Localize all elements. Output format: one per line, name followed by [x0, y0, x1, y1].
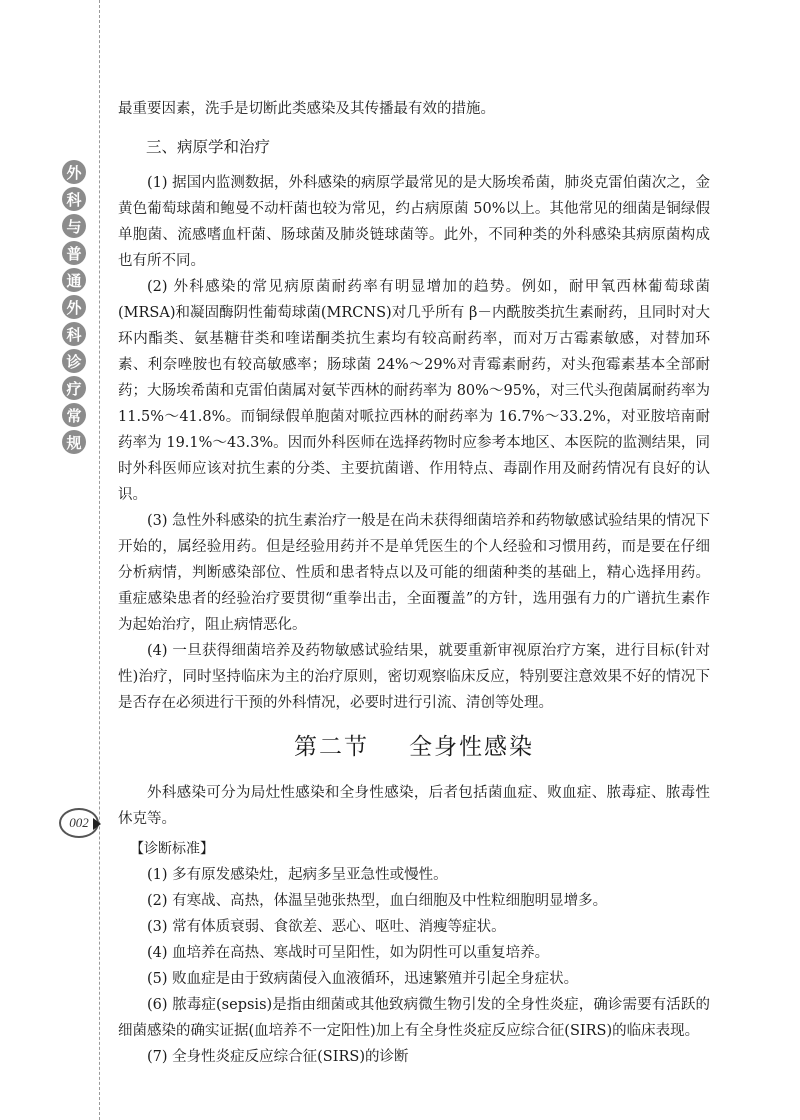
diagnosis-criteria-heading: 【诊断标准】 — [130, 841, 214, 857]
page-number-pointer-icon — [93, 818, 101, 830]
side-tab-char: 普 — [62, 241, 86, 265]
treatment-paragraph: (2) 外科感染的常见病原菌耐药率有明显增加的趋势。例如，耐甲氧西林葡萄球菌(MRSA)和凝固酶阴性葡萄球菌(MRCNS)对几乎所有 β－内酰胺类抗生素耐药，且同时对大环内酯类、氨基糖苷类和喹诺酮类抗生素均有较高耐药率，而对万古霉素敏感，对替加环素、利奈唑胺也有较高敏感率；肠球菌 24%～29%对青霉素耐药，对头孢霉素基本全部耐药；大肠埃希菌和克雷伯菌属对氨苄西林的耐药率为 80%～95%，对三代头孢菌属耐药率为 11.5%～41.8%。而铜绿假单胞菌对哌拉西林的耐药率为 16.7%～33.2%，对亚胺培南耐药率为 19.1%～43.3%。因而外科医师在选择药物时应参考本地区、本医院的监测结果，同时外科医师应该对抗生素的分类、主要抗菌谱、作用特点、毒副作用及耐药情况有良好的认识。 — [118, 279, 710, 503]
treatment-paragraph: (4) 一旦获得细菌培养及药物敏感试验结果，就要重新审视原治疗方案，进行目标(针对性)治疗，同时坚持临床为主的治疗原则，密切观察临床反应，特别要注意效果不好的情况下是否存在必须进行干预的外科情况，必要时进行引流、清创等处理。 — [118, 643, 710, 711]
side-tab-char: 科 — [62, 322, 86, 346]
page-number: 002 — [59, 808, 99, 838]
side-tab-char: 与 — [62, 214, 86, 238]
section-number: 第二节 — [294, 734, 369, 760]
section-name: 全身性感染 — [409, 734, 534, 760]
side-tab-char: 疗 — [62, 376, 86, 400]
diagnosis-item: (3) 常有体质衰弱、食欲差、恶心、呕吐、消瘦等症状。 — [147, 919, 506, 935]
side-tab-char: 规 — [62, 430, 86, 454]
section-heading: 三、病原学和治疗 — [146, 138, 271, 156]
opening-paragraph: 最重要因素，洗手是切断此类感染及其传播最有效的措施。 — [118, 101, 495, 117]
section-intro-paragraph: 外科感染可分为局灶性感染和全身性感染，后者包括菌血症、败血症、脓毒症、脓毒性休克等。 — [118, 785, 710, 827]
side-tab-char: 科 — [62, 187, 86, 211]
treatment-paragraph: (3) 急性外科感染的抗生素治疗一般是在尚未获得细菌培养和药物敏感试验结果的情况下开始的，属经验用药。但是经验用药并不是单凭医生的个人经验和习惯用药，而是要在仔细分析病情，判断感染部位、性质和患者特点以及可能的细菌种类的基础上，精心选择用药。重症感染患者的经验治疗要贯彻“重拳出击，全面覆盖”的方针，选用强有力的广谱抗生素作为起始治疗，阻止病情恶化。 — [118, 513, 710, 633]
diagnosis-item: (1) 多有原发感染灶，起病多呈亚急性或慢性。 — [147, 867, 448, 883]
diagnosis-item: (4) 血培养在高热、寒战时可呈阳性，如为阴性可以重复培养。 — [147, 945, 550, 961]
diagnosis-item: (7) 全身性炎症反应综合征(SIRS)的诊断 — [147, 1049, 409, 1065]
book-title-side-tab — [60, 160, 88, 454]
treatment-paragraph: (1) 据国内监测数据，外科感染的病原学最常见的是大肠埃希菌，肺炎克雷伯菌次之，金黄色葡萄球菌和鲍曼不动杆菌也较为常见，约占病原菌 50%以上。其他常见的细菌是铜绿假单胞菌、流感嗜血杆菌、肠球菌及肺炎链球菌等。此外，不同种类的外科感染其病原菌构成也有所不同。 — [118, 175, 710, 269]
diagnosis-item: (6) 脓毒症(sepsis)是指由细菌或其他致病微生物引发的全身性炎症，确诊需要有活跃的细菌感染的确实证据(血培养不一定阳性)加上有全身性炎症反应综合征(SIRS)的临床表现。 — [118, 997, 710, 1039]
diagnosis-item: (2) 有寒战、高热，体温呈弛张热型，血白细胞及中性粒细胞明显增多。 — [147, 893, 608, 909]
diagnosis-item: (5) 败血症是由于致病菌侵入血液循环，迅速繁殖并引起全身症状。 — [147, 971, 579, 987]
side-tab-char: 外 — [62, 295, 86, 319]
page-content — [118, 96, 710, 1070]
side-tab-char: 外 — [62, 160, 86, 184]
side-tab-char: 通 — [62, 268, 86, 292]
page-margin-divider — [99, 0, 100, 1120]
section-title — [118, 730, 710, 764]
side-tab-char: 诊 — [62, 349, 86, 373]
side-tab-char: 常 — [62, 403, 86, 427]
